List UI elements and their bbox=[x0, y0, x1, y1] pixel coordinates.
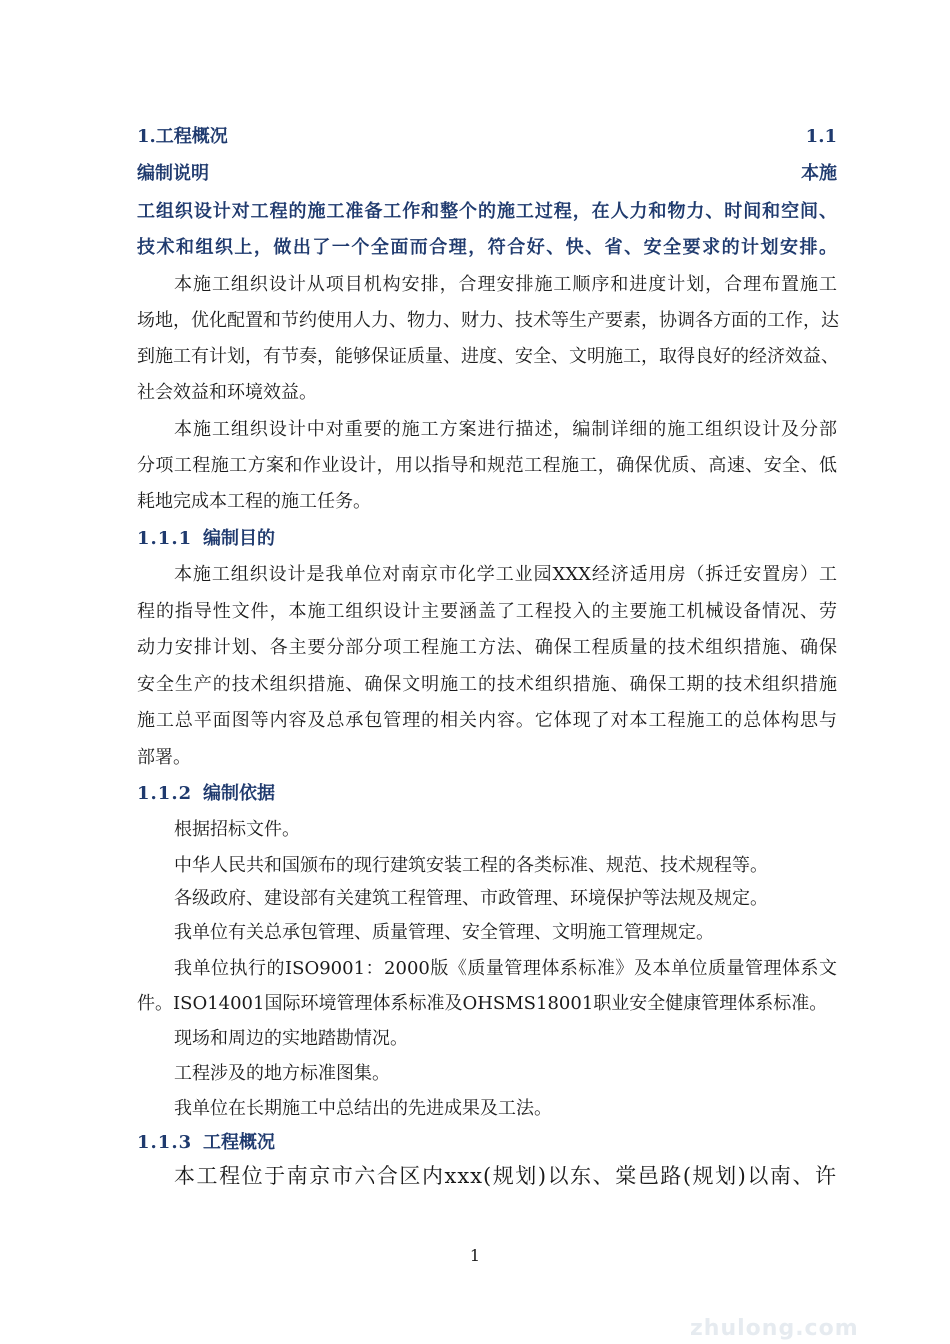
subsection-title: 编制依据 bbox=[203, 783, 275, 804]
paragraph-line: 到施工有计划，有节奏，能够保证质量、进度、安全、文明施工，取得良好的经济效益、 bbox=[137, 346, 839, 367]
paragraph-line: 安全生产的技术组织措施、确保文明施工的技术组织措施、确保工期的技术组织措施 bbox=[137, 674, 837, 695]
basis-item: 工程涉及的地方标准图集。 bbox=[174, 1063, 390, 1084]
paragraph-line: 场地，优化配置和节约使用人力、物力、财力、技术等生产要素，协调各方面的工作，达 bbox=[137, 310, 839, 331]
paragraph-line: 本施工组织设计是我单位对南京市化学工业园XXX经济适用房（拆迁安置房）工 bbox=[174, 564, 837, 585]
paragraph-line: 本工程位于南京市六合区内xxx(规划)以东、棠邑路(规划)以南、许 bbox=[174, 1164, 837, 1188]
paragraph-line: 程的指导性文件，本施工组织设计主要涵盖了工程投入的主要施工机械设备情况、劳 bbox=[137, 601, 837, 622]
basis-item: 现场和周边的实地踏勘情况。 bbox=[174, 1028, 408, 1049]
subsection-heading bbox=[137, 527, 837, 551]
paragraph-line: 分项工程施工方案和作业设计，用以指导和规范工程施工，确保优质、高速、安全、低 bbox=[137, 455, 837, 476]
intro-line: 技术和组织上，做出了一个全面而合理，符合好、快、省、安全要求的计划安排。 bbox=[137, 237, 837, 258]
intro-lead-text: 本施 bbox=[801, 163, 837, 184]
subsection-heading bbox=[137, 782, 837, 806]
basis-item: 我单位在长期施工中总结出的先进成果及工法。 bbox=[174, 1098, 552, 1119]
paragraph-line: 耗地完成本工程的施工任务。 bbox=[137, 491, 371, 512]
heading-row-2 bbox=[137, 162, 837, 186]
section-1-1-number: 1.1 bbox=[805, 126, 837, 147]
basis-item: 我单位有关总承包管理、质量管理、安全管理、文明施工管理规定。 bbox=[174, 922, 714, 943]
subsection-title: 编制目的 bbox=[203, 528, 275, 549]
page-number: 1 bbox=[469, 1246, 481, 1265]
paragraph-line: 动力安排计划、各主要分部分项工程施工方法、确保工程质量的技术组织措施、确保 bbox=[137, 637, 837, 658]
intro-line: 工组织设计对工程的施工准备工作和整个的施工过程，在人力和物力、时间和空间、 bbox=[137, 201, 837, 222]
paragraph-line: 本施工组织设计中对重要的施工方案进行描述，编制详细的施工组织设计及分部 bbox=[174, 419, 837, 440]
watermark: zhulong.com bbox=[690, 1316, 859, 1341]
basis-item: 中华人民共和国颁布的现行建筑安装工程的各类标准、规范、技术规程等。 bbox=[174, 855, 768, 876]
subsection-number: 1.1.2 bbox=[137, 783, 193, 804]
basis-item: 件。ISO14001国际环境管理体系标准及OHSMS18001职业安全健康管理体系标准。 bbox=[137, 993, 828, 1014]
subsection-title: 工程概况 bbox=[203, 1132, 275, 1153]
paragraph-line: 施工总平面图等内容及总承包管理的相关内容。它体现了对本工程施工的总体构思与 bbox=[137, 710, 837, 731]
heading-row-1 bbox=[137, 125, 837, 149]
subsection-heading bbox=[137, 1131, 837, 1155]
paragraph-line: 本施工组织设计从项目机构安排，合理安排施工顺序和进度计划，合理布置施工 bbox=[174, 274, 837, 295]
basis-item: 我单位执行的ISO9001：2000版《质量管理体系标准》及本单位质量管理体系文 bbox=[174, 958, 837, 979]
basis-item: 各级政府、建设部有关建筑工程管理、市政管理、环境保护等法规及规定。 bbox=[174, 888, 768, 909]
paragraph-line: 部署。 bbox=[137, 747, 191, 768]
subsection-number: 1.1.3 bbox=[137, 1132, 193, 1153]
paragraph-line: 社会效益和环境效益。 bbox=[137, 382, 317, 403]
section-1-1-title: 编制说明 bbox=[137, 163, 209, 184]
basis-item: 根据招标文件。 bbox=[174, 819, 300, 840]
subsection-number: 1.1.1 bbox=[137, 528, 193, 549]
section-1-title: 1.工程概况 bbox=[137, 126, 228, 147]
